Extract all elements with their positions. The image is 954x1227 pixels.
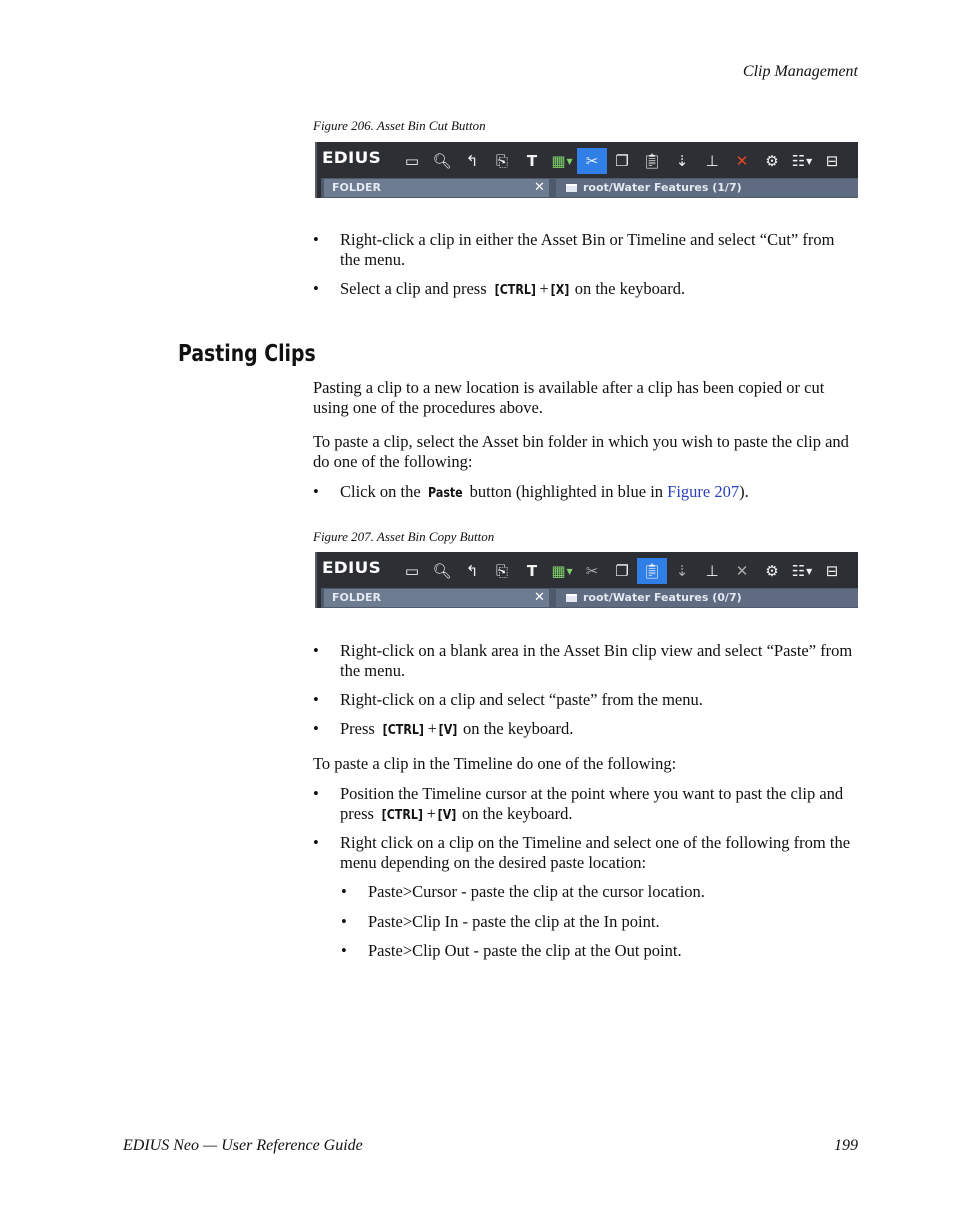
page-number: 199 bbox=[834, 1137, 858, 1154]
key-x: [X] bbox=[550, 283, 569, 298]
close-icon[interactable]: ✕ bbox=[534, 180, 545, 195]
paste-icon[interactable]: 📋︎ bbox=[642, 152, 662, 170]
search-icon[interactable]: 🔍︎ bbox=[432, 562, 452, 580]
footer-title: EDIUS Neo — User Reference Guide bbox=[123, 1137, 363, 1154]
key-ctrl: [CTRL] bbox=[382, 723, 424, 738]
title-icon[interactable]: T bbox=[526, 152, 538, 170]
key-ctrl: [CTRL] bbox=[381, 808, 423, 823]
paragraph: To paste a clip, select the Asset bin folder in which you wish to paste the clip and do one of the following: bbox=[313, 432, 849, 471]
section-title: Pasting Clips bbox=[178, 341, 316, 367]
figure-207-caption: Figure 207. Asset Bin Copy Button bbox=[313, 529, 495, 544]
insert-icon[interactable]: ⊥ bbox=[705, 152, 719, 170]
figure-206-caption: Figure 206. Asset Bin Cut Button bbox=[313, 118, 486, 133]
paste-label: Paste bbox=[427, 486, 463, 501]
key-ctrl: [CTRL] bbox=[494, 283, 536, 298]
folder-bar bbox=[321, 588, 858, 608]
folder-icon bbox=[566, 594, 577, 602]
import-icon[interactable]: ⎘ bbox=[495, 152, 508, 170]
folder-label[interactable]: FOLDER bbox=[324, 589, 549, 607]
folder-path bbox=[556, 179, 858, 197]
view-icon[interactable]: ☷ ▼ bbox=[791, 152, 813, 170]
up-icon[interactable]: ↰ bbox=[465, 152, 479, 170]
new-folder-icon[interactable]: ▭ bbox=[404, 152, 420, 170]
properties-icon[interactable]: ⚙ bbox=[765, 562, 779, 580]
key-v: [V] bbox=[437, 808, 457, 823]
paragraph: To paste a clip in the Timeline do one of the following: bbox=[313, 754, 677, 773]
copy-icon[interactable]: ❐ bbox=[615, 152, 629, 170]
folder-path bbox=[556, 589, 858, 607]
asset-bin-toolbar-fig207 bbox=[315, 552, 858, 608]
colorbar-icon[interactable]: ▦ ▼ bbox=[551, 562, 573, 580]
folder-label[interactable]: FOLDER bbox=[324, 179, 549, 197]
running-header: Clip Management bbox=[742, 63, 858, 80]
figure-207-link[interactable]: Figure 207 bbox=[667, 482, 740, 501]
add-to-timeline-icon[interactable]: ⇣ bbox=[675, 562, 689, 580]
title-icon[interactable]: T bbox=[526, 562, 538, 580]
delete-icon[interactable]: ✕ bbox=[735, 562, 749, 580]
folder-path-text: root/Water Features (1/7) bbox=[583, 181, 742, 194]
asset-bin-toolbar-fig206 bbox=[315, 142, 858, 198]
colorbar-icon[interactable]: ▦ ▼ bbox=[551, 152, 573, 170]
folder-bar bbox=[321, 178, 858, 198]
new-folder-icon[interactable]: ▭ bbox=[404, 562, 420, 580]
add-to-timeline-icon[interactable]: ⇣ bbox=[675, 152, 689, 170]
edius-logo: EDIUS bbox=[322, 148, 381, 167]
properties-icon[interactable]: ⚙ bbox=[765, 152, 779, 170]
view-icon[interactable]: ☷ ▼ bbox=[791, 562, 813, 580]
toolbar-buttons bbox=[397, 558, 847, 584]
toolbox-icon[interactable]: ⊟ bbox=[825, 152, 839, 170]
import-icon[interactable]: ⎘ bbox=[495, 562, 508, 580]
key-v: [V] bbox=[438, 723, 458, 738]
paste-icon[interactable]: 📋︎ bbox=[637, 558, 667, 584]
toolbar-buttons bbox=[397, 148, 847, 174]
up-icon[interactable]: ↰ bbox=[465, 562, 479, 580]
copy-icon[interactable]: ❐ bbox=[615, 562, 629, 580]
folder-path-text: root/Water Features (0/7) bbox=[583, 591, 742, 604]
insert-icon[interactable]: ⊥ bbox=[705, 562, 719, 580]
folder-icon bbox=[566, 184, 577, 192]
cut-icon[interactable]: ✂ bbox=[577, 148, 607, 174]
toolbox-icon[interactable]: ⊟ bbox=[825, 562, 839, 580]
search-icon[interactable]: 🔍︎ bbox=[432, 152, 452, 170]
delete-icon[interactable]: ✕ bbox=[735, 152, 749, 170]
close-icon[interactable]: ✕ bbox=[534, 590, 545, 605]
cut-icon[interactable]: ✂ bbox=[585, 562, 599, 580]
paragraph: Pasting a clip to a new location is available after a clip has been copied or cut using one of the procedures above. bbox=[313, 378, 825, 417]
edius-logo: EDIUS bbox=[322, 558, 381, 577]
